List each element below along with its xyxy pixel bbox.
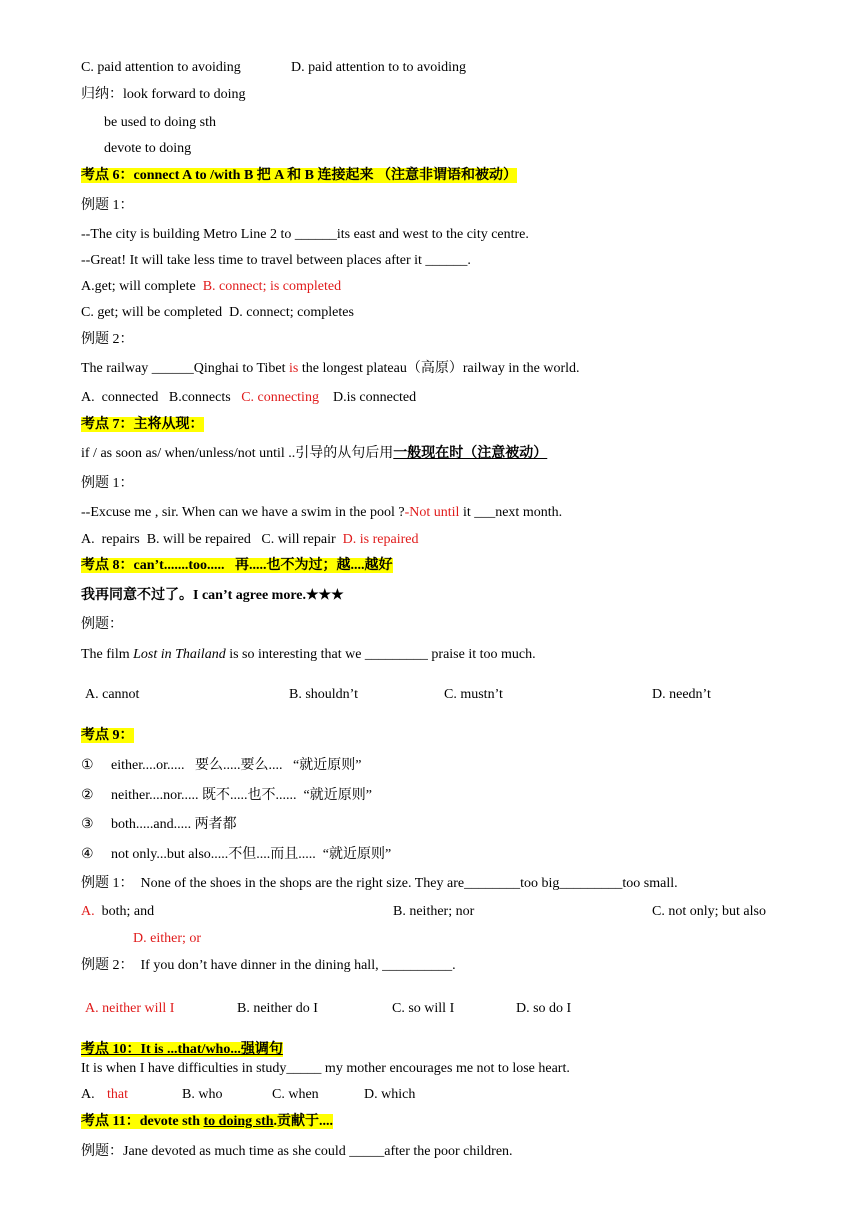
option-d: D. needn’t <box>652 687 711 702</box>
list-item-text: either....or..... 要么.....要么.... “就近原则” <box>111 758 362 773</box>
point-11-heading: 考点 11：devote sth to doing sth.贡献于.... <box>81 1114 334 1129</box>
question-line: 例题：Jane devoted as much time as she could _____after the poor children. <box>81 1144 513 1159</box>
option-c: C. when <box>272 1087 319 1102</box>
list-item: ① <box>81 758 94 773</box>
question-line: The railway ______Qinghai to Tibet is the longest plateau（高原）railway in the world. <box>81 361 580 376</box>
options-line: A. connected B.connects C. connecting D.is connected <box>81 390 417 405</box>
answer-option: B. connect; is completed <box>202 279 342 294</box>
question-line: The film Lost in Thailand is so interesting that we _________ praise it too much. <box>81 647 536 662</box>
option-b: B. shouldn’t <box>289 687 358 702</box>
point-7-heading: 考点 7：主将从现： <box>81 417 204 432</box>
answer-option: that <box>107 1087 128 1102</box>
option-c: C. paid attention to avoiding <box>81 60 241 75</box>
option-d: D. which <box>364 1087 416 1102</box>
question-line: It is when I have difficulties in study_____ my mother encourages me not to lose heart. <box>81 1061 570 1076</box>
option-a: A. both; and <box>81 904 155 919</box>
options-line: C. get; will be completed D. connect; completes <box>81 305 354 320</box>
option-c: C. mustn’t <box>444 687 503 702</box>
example-label: 例题 1： <box>81 476 134 491</box>
option-d: D. so do I <box>516 1001 572 1016</box>
list-item: ④ <box>81 847 94 862</box>
summary-line: 归纳：look forward to doing <box>81 87 246 102</box>
option-a: A. cannot <box>85 687 140 702</box>
answer-option: A. neither will I <box>85 1001 175 1016</box>
point-10-heading: 考点 10：It is ...that/who...强调句 <box>81 1042 283 1057</box>
summary-item: devote to doing <box>104 141 192 156</box>
list-item-text: not only...but also.....不但....而且..... “就近原则” <box>111 847 392 862</box>
answer-option: D. is repaired <box>342 532 419 547</box>
point-8-heading: 考点 8：can’t.......too..... 再.....也不为过；越....越好 <box>81 558 393 573</box>
options-line: A.get; will complete B. connect; is completed <box>81 279 342 294</box>
key-sentence: 我再同意不过了。I can’t agree more.★★★ <box>81 588 344 603</box>
example-label: 例题 1： <box>81 198 134 213</box>
option-c: C. not only; but also <box>652 904 766 919</box>
answer-option: C. connecting <box>241 390 319 405</box>
option-a: A. <box>81 1087 95 1102</box>
point-9-heading: 考点 9： <box>81 728 134 743</box>
answer-option: D. either; or <box>133 931 202 946</box>
rule-line: if / as soon as/ when/unless/not until ..引导的从句后用一般现在时（注意被动） <box>81 446 548 461</box>
options-line: A. repairs B. will be repaired C. will repair D. is repaired <box>81 532 419 547</box>
option-d: D. paid attention to to avoiding <box>291 60 466 75</box>
point-6-heading: 考点 6：connect A to /with B 把 A 和 B 连接起来 （注意非谓语和被动） <box>81 168 517 183</box>
question-line: 例题 1： None of the shoes in the shops are the right size. They are________too big_________too small. <box>81 876 678 891</box>
option-b: B. neither do I <box>237 1001 318 1016</box>
option-b: B. who <box>182 1087 223 1102</box>
summary-item: be used to doing sth <box>104 115 216 130</box>
list-item-text: neither....nor..... 既不.....也不...... “就近原则” <box>111 788 372 803</box>
question-line: --The city is building Metro Line 2 to ______its east and west to the city centre. <box>81 227 529 242</box>
example-label: 例题 2： <box>81 332 134 347</box>
option-c: C. so will I <box>392 1001 455 1016</box>
option-b: B. neither; nor <box>393 904 475 919</box>
list-item: ② <box>81 788 94 803</box>
question-line: 例题 2： If you don’t have dinner in the dining hall, __________. <box>81 958 456 973</box>
example-label: 例题： <box>81 617 123 632</box>
question-line: --Excuse me , sir. When can we have a swim in the pool ?-Not until it ___next month. <box>81 505 563 520</box>
list-item: ③ <box>81 817 94 832</box>
list-item-text: both.....and..... 两者都 <box>111 817 237 832</box>
question-line: --Great! It will take less time to travel between places after it ______. <box>81 253 471 268</box>
